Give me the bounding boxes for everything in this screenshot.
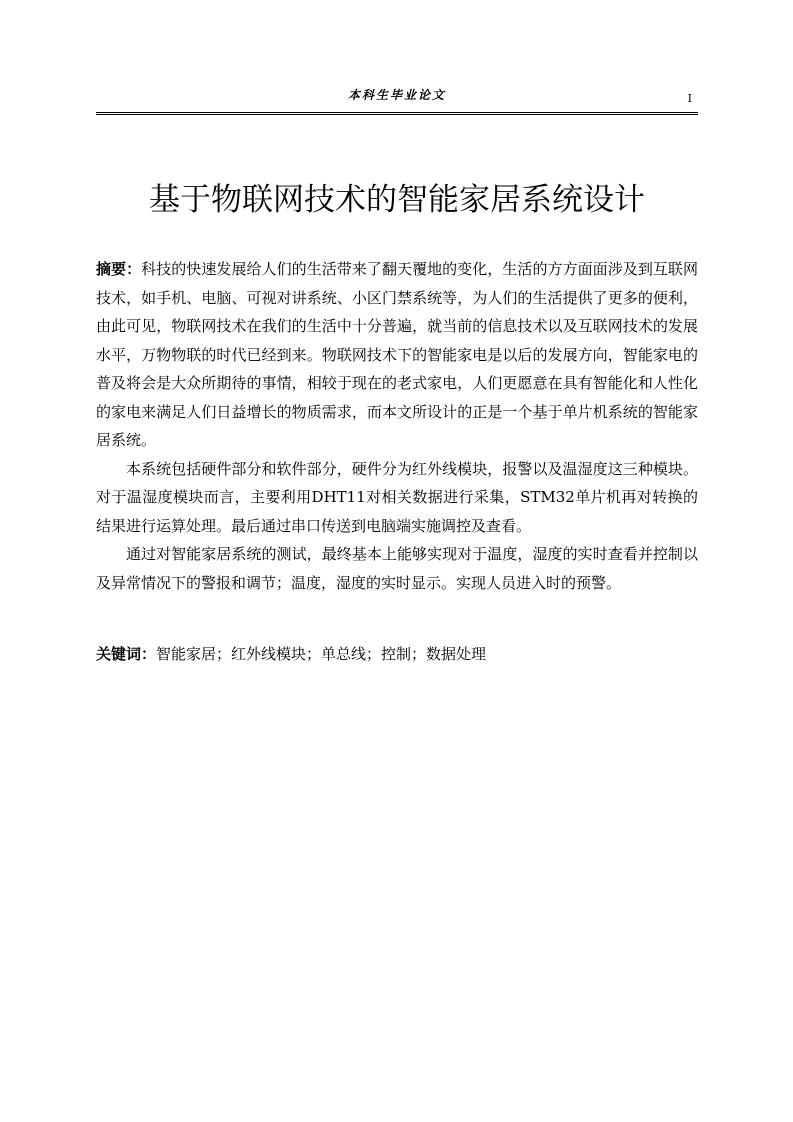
abstract-text-1: 科技的快速发展给人们的生活带来了翻天覆地的变化，生活的方方面面涉及到互联网技术，如手机、电脑、可视对讲系统、小区门禁系统等，为人们的生活提供了更多的便利，由此可见，物联网技术在我们的生活中十分普遍，就当前的信息技术以及互联网技术的发展水平，万物物联的时代已经到来。物联网技术下的智能家电是以后的发展方向，智能家电的普及将会是大众所期待的事情，相较于现在的老式家电，人们更愿意在具有智能化和人性化的家电来满足人们日益增长的物质需求，而本文所设计的正是一个基于单片机系统的智能家居系统。 xyxy=(96,260,698,449)
abstract xyxy=(96,255,698,597)
keywords-label: 关键词： xyxy=(96,645,157,663)
keywords-text: 智能家居；红外线模块；单总线；控制；数据处理 xyxy=(156,645,487,663)
page-number: I xyxy=(687,92,692,105)
abstract-paragraph-1 xyxy=(96,255,698,455)
header-title: 本科生毕业论文 xyxy=(347,88,446,102)
document-title: 基于物联网技术的智能家居系统设计 xyxy=(149,182,645,218)
abstract-label: 摘要： xyxy=(96,260,142,278)
keywords xyxy=(96,640,698,668)
abstract-paragraph-3: 通过对智能家居系统的测试，最终基本上能够实现对于温度，湿度的实时查看并控制以及异常情况下的警报和调节；温度，湿度的实时显示。实现人员进入时的预警。 xyxy=(96,545,698,592)
abstract-paragraph-2: 本系统包括硬件部分和软件部分，硬件分为红外线模块，报警以及温湿度这三种模块。对于温湿度模块而言，主要利用DHT11对相关数据进行采集，STM32单片机再对转换的结果进行运算处理。最后通过串口传送到电脑端实施调控及查看。 xyxy=(96,459,698,535)
running-header xyxy=(96,82,698,115)
